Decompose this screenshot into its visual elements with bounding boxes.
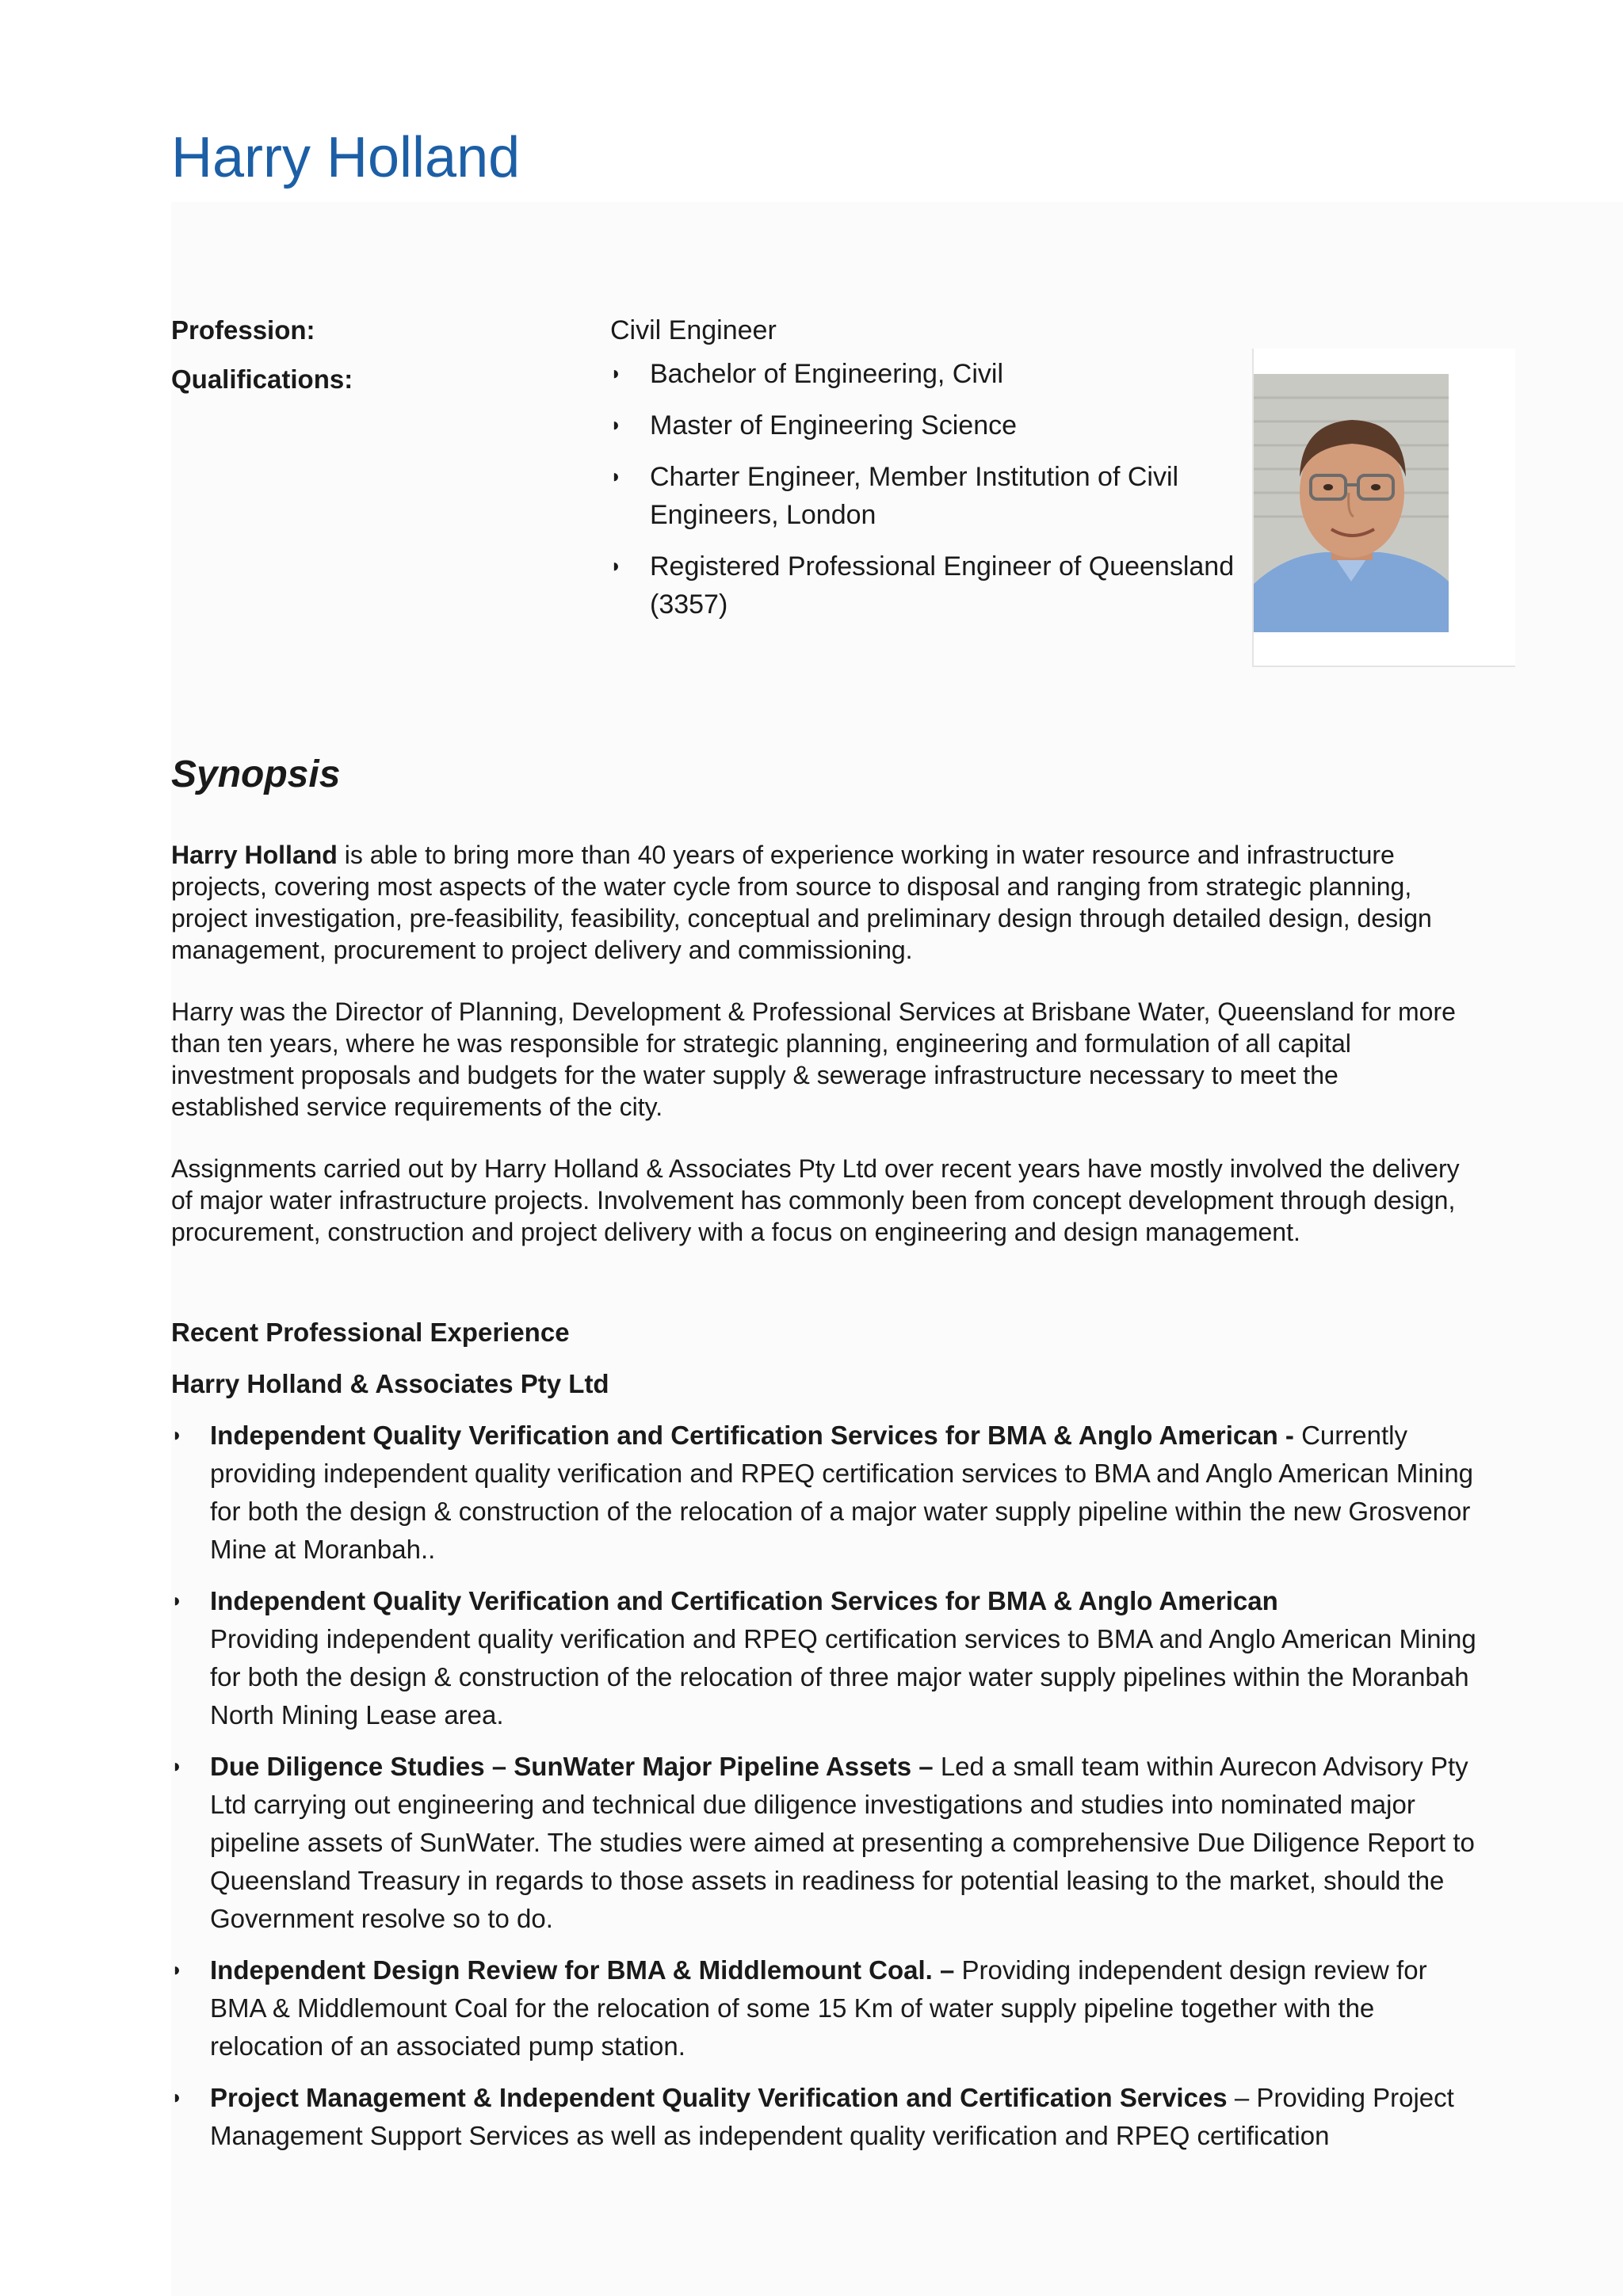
experience-item: ◗ Independent Quality Verification and Certification Services for BMA & Anglo American Providing independent quality verification and RPEQ certification services to BMA and Anglo American Mining for both the design & construction of the relocation of three major water supply pipelines within the Moranbah North Mining Lease area. <box>171 1582 1487 1734</box>
bullet-icon: ◗ <box>610 555 622 577</box>
experience-item: ◗ Independent Quality Verification and Certification Services for BMA & Anglo American - Currently providing independent quality verification and RPEQ certification services to BMA and Anglo American Mining for both the design & construction of the relocation of a major water supply pipeline within the new Grosvenor Mine at Moranbah.. <box>171 1417 1487 1569</box>
synopsis-paragraph-1: Harry Holland is able to bring more than 40 years of experience working in water resource and infrastructure projects, covering most aspects of the water cycle from source to disposal and ranging from strategic planning, project investigation, pre-feasibility, feasibility, conceptual and preliminary design through detailed design, design management, procurement to project delivery and commissioning. <box>171 841 1432 964</box>
synopsis-heading: Synopsis <box>171 753 341 795</box>
bullet-icon: ◗ <box>610 466 622 487</box>
profession-value: Civil Engineer <box>610 315 777 345</box>
bullet-icon: ◗ <box>171 1425 183 1446</box>
experience-item: ◗ Due Diligence Studies – SunWater Major Pipeline Assets – Led a small team within Aurecon Advisory Pty Ltd carrying out engineering and technical due diligence investigations and studies into nominated major pipeline assets of SunWater. The studies were aimed at presenting a comprehensive Due Diligence Report to Queensland Treasury in regards to those assets in readiness for potential leasing to the market, should the Government resolve so to do. <box>171 1748 1487 1938</box>
qualification-item: ◗ Master of Engineering Science <box>610 406 1236 444</box>
qualifications-label: Qualifications: <box>171 364 353 394</box>
company-heading: Harry Holland & Associates Pty Ltd <box>171 1369 609 1398</box>
bullet-icon: ◗ <box>610 363 622 384</box>
experience-list <box>171 1417 1487 2168</box>
qualification-item: ◗ Charter Engineer, Member Institution of Civil Engineers, London <box>610 458 1236 534</box>
person-name-heading: Harry Holland <box>171 126 521 189</box>
bullet-icon: ◗ <box>171 1959 183 1981</box>
synopsis-paragraph-3: Assignments carried out by Harry Holland & Associates Pty Ltd over recent years have mostly involved the delivery of major water infrastructure projects. Involvement has commonly been from concept development through design, procurement, construction and project delivery with a focus on engineering and design management. <box>171 1154 1460 1246</box>
bullet-icon: ◗ <box>610 414 622 436</box>
qualifications-list <box>610 355 1236 637</box>
profession-label: Profession: <box>171 315 315 345</box>
bullet-icon: ◗ <box>171 2087 183 2108</box>
experience-heading: Recent Professional Experience <box>171 1318 570 1347</box>
experience-item: ◗ Independent Design Review for BMA & Middlemount Coal. – Providing independent design review for BMA & Middlemount Coal for the relocation of some 15 Km of water supply pipeline together with the relocation of an associated pump station. <box>171 1951 1487 2065</box>
bullet-icon: ◗ <box>171 1756 183 1777</box>
synopsis-paragraph-2: Harry was the Director of Planning, Development & Professional Services at Brisbane Water, Queensland for more than ten years, where he was responsible for strategic planning, engineering and formulation of all capital investment proposals and budgets for the water supply & sewerage infrastructure necessary to meet the established service requirements of the city. <box>171 997 1456 1121</box>
qualification-item: ◗ Bachelor of Engineering, Civil <box>610 355 1236 393</box>
qualification-item: ◗ Registered Professional Engineer of Queensland (3357) <box>610 547 1236 624</box>
bullet-icon: ◗ <box>171 1590 183 1611</box>
experience-item: ◗ Project Management & Independent Quality Verification and Certification Services – Providing Project Management Support Services as well as independent quality verification and RPEQ certification <box>171 2079 1487 2155</box>
portrait-photo <box>1254 374 1449 632</box>
